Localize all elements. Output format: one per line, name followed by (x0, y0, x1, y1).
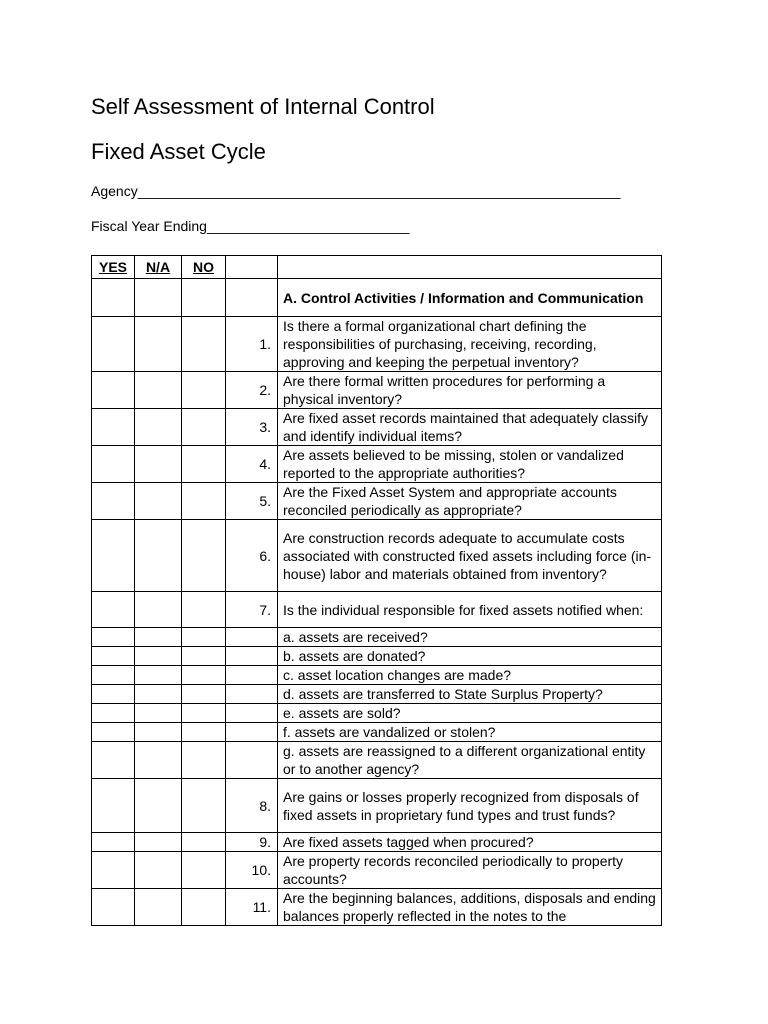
na-cell[interactable] (135, 483, 182, 520)
section-row (92, 279, 662, 317)
yes-cell[interactable] (92, 317, 135, 372)
question-number (226, 685, 278, 704)
question-number (226, 666, 278, 685)
no-cell[interactable] (182, 723, 226, 742)
no-cell[interactable] (182, 446, 226, 483)
yes-cell[interactable] (92, 409, 135, 446)
yes-cell[interactable] (92, 779, 135, 833)
na-cell[interactable] (135, 592, 182, 628)
no-cell[interactable] (182, 704, 226, 723)
section-heading: A. Control Activities / Information and Communication (278, 279, 662, 317)
question-number: 10. (226, 852, 278, 889)
no-cell[interactable] (182, 628, 226, 647)
na-cell[interactable] (135, 704, 182, 723)
no-cell[interactable] (182, 520, 226, 592)
table-row (92, 520, 662, 592)
assessment-table (91, 255, 662, 926)
question-number: 8. (226, 779, 278, 833)
header-number (226, 256, 278, 279)
question-number: 3. (226, 409, 278, 446)
question-number: 1. (226, 317, 278, 372)
number-cell (226, 279, 278, 317)
na-cell[interactable] (135, 723, 182, 742)
question-text: Are fixed asset records maintained that adequately classify and identify individual items? (278, 409, 662, 446)
na-cell[interactable] (135, 889, 182, 926)
question-text: Are the Fixed Asset System and appropriate accounts reconciled periodically as appropriate? (278, 483, 662, 520)
question-number (226, 628, 278, 647)
table-row (92, 833, 662, 852)
yes-cell[interactable] (92, 647, 135, 666)
fiscal-year-field[interactable]: Fiscal Year Ending__________________________ (91, 218, 410, 234)
na-cell[interactable] (135, 372, 182, 409)
no-cell[interactable] (182, 647, 226, 666)
header-yes: YES (92, 256, 135, 279)
question-text: Are fixed assets tagged when procured? (278, 833, 662, 852)
no-cell[interactable] (182, 742, 226, 779)
question-text: b. assets are donated? (278, 647, 662, 666)
table-row (92, 647, 662, 666)
na-cell[interactable] (135, 685, 182, 704)
no-cell[interactable] (182, 666, 226, 685)
na-cell[interactable] (135, 409, 182, 446)
question-text: f. assets are vandalized or stolen? (278, 723, 662, 742)
question-number (226, 647, 278, 666)
na-cell[interactable] (135, 647, 182, 666)
question-text: Is the individual responsible for fixed assets notified when: (278, 592, 662, 628)
yes-cell[interactable] (92, 628, 135, 647)
table-row (92, 592, 662, 628)
question-number: 4. (226, 446, 278, 483)
table-row (92, 628, 662, 647)
no-cell[interactable] (182, 889, 226, 926)
no-cell[interactable] (182, 279, 226, 317)
no-cell[interactable] (182, 317, 226, 372)
table-row (92, 779, 662, 833)
yes-cell[interactable] (92, 279, 135, 317)
na-cell[interactable] (135, 628, 182, 647)
table-row (92, 889, 662, 926)
document-subtitle: Fixed Asset Cycle (91, 139, 266, 164)
question-number: 9. (226, 833, 278, 852)
table-row (92, 446, 662, 483)
no-cell[interactable] (182, 592, 226, 628)
yes-cell[interactable] (92, 666, 135, 685)
question-text: Are there formal written procedures for performing a physical inventory? (278, 372, 662, 409)
na-cell[interactable] (135, 833, 182, 852)
na-cell[interactable] (135, 779, 182, 833)
question-number: 5. (226, 483, 278, 520)
yes-cell[interactable] (92, 446, 135, 483)
yes-cell[interactable] (92, 592, 135, 628)
no-cell[interactable] (182, 409, 226, 446)
table-row (92, 685, 662, 704)
table-row (92, 666, 662, 685)
question-text: a. assets are received? (278, 628, 662, 647)
no-cell[interactable] (182, 852, 226, 889)
table-row (92, 483, 662, 520)
agency-field[interactable]: Agency______________________________________________________________ (91, 183, 621, 199)
yes-cell[interactable] (92, 685, 135, 704)
na-cell[interactable] (135, 317, 182, 372)
question-text: Are the beginning balances, additions, disposals and ending balances properly reflected in the notes to the (278, 889, 662, 926)
question-text: g. assets are reassigned to a different organizational entity or to another agency? (278, 742, 662, 779)
na-cell[interactable] (135, 742, 182, 779)
no-cell[interactable] (182, 483, 226, 520)
document-title: Self Assessment of Internal Control (91, 94, 435, 119)
table-row (92, 409, 662, 446)
yes-cell[interactable] (92, 723, 135, 742)
question-number (226, 704, 278, 723)
yes-cell[interactable] (92, 889, 135, 926)
table-row (92, 742, 662, 779)
yes-cell[interactable] (92, 483, 135, 520)
yes-cell[interactable] (92, 833, 135, 852)
no-cell[interactable] (182, 833, 226, 852)
no-cell[interactable] (182, 685, 226, 704)
question-number (226, 723, 278, 742)
yes-cell[interactable] (92, 704, 135, 723)
yes-cell[interactable] (92, 372, 135, 409)
question-text: Are assets believed to be missing, stolen or vandalized reported to the appropriate authorities? (278, 446, 662, 483)
table-row (92, 723, 662, 742)
question-number: 6. (226, 520, 278, 592)
table-row (92, 372, 662, 409)
question-number: 11. (226, 889, 278, 926)
yes-cell[interactable] (92, 520, 135, 592)
na-cell[interactable] (135, 852, 182, 889)
table-row (92, 852, 662, 889)
question-number: 2. (226, 372, 278, 409)
question-text: Are construction records adequate to accumulate costs associated with constructed fixed assets including force (in- house) labor and materials obtained from inventory? (278, 520, 662, 592)
table-row (92, 704, 662, 723)
question-text: Are property records reconciled periodically to property accounts? (278, 852, 662, 889)
question-text: Is there a formal organizational chart defining the responsibilities of purchasing, receiving, recording, approving and keeping the perpetual inventory? (278, 317, 662, 372)
no-cell[interactable] (182, 779, 226, 833)
header-no: NO (182, 256, 226, 279)
no-cell[interactable] (182, 372, 226, 409)
header-na: N/A (135, 256, 182, 279)
question-number: 7. (226, 592, 278, 628)
question-text: c. asset location changes are made? (278, 666, 662, 685)
table-row (92, 317, 662, 372)
yes-cell[interactable] (92, 852, 135, 889)
question-text: e. assets are sold? (278, 704, 662, 723)
na-cell[interactable] (135, 446, 182, 483)
question-text: d. assets are transferred to State Surplus Property? (278, 685, 662, 704)
question-text: Are gains or losses properly recognized from disposals of fixed assets in proprietary fund types and trust funds? (278, 779, 662, 833)
header-question (278, 256, 662, 279)
na-cell[interactable] (135, 279, 182, 317)
na-cell[interactable] (135, 666, 182, 685)
table-header-row (92, 256, 662, 279)
na-cell[interactable] (135, 520, 182, 592)
question-number (226, 742, 278, 779)
yes-cell[interactable] (92, 742, 135, 779)
